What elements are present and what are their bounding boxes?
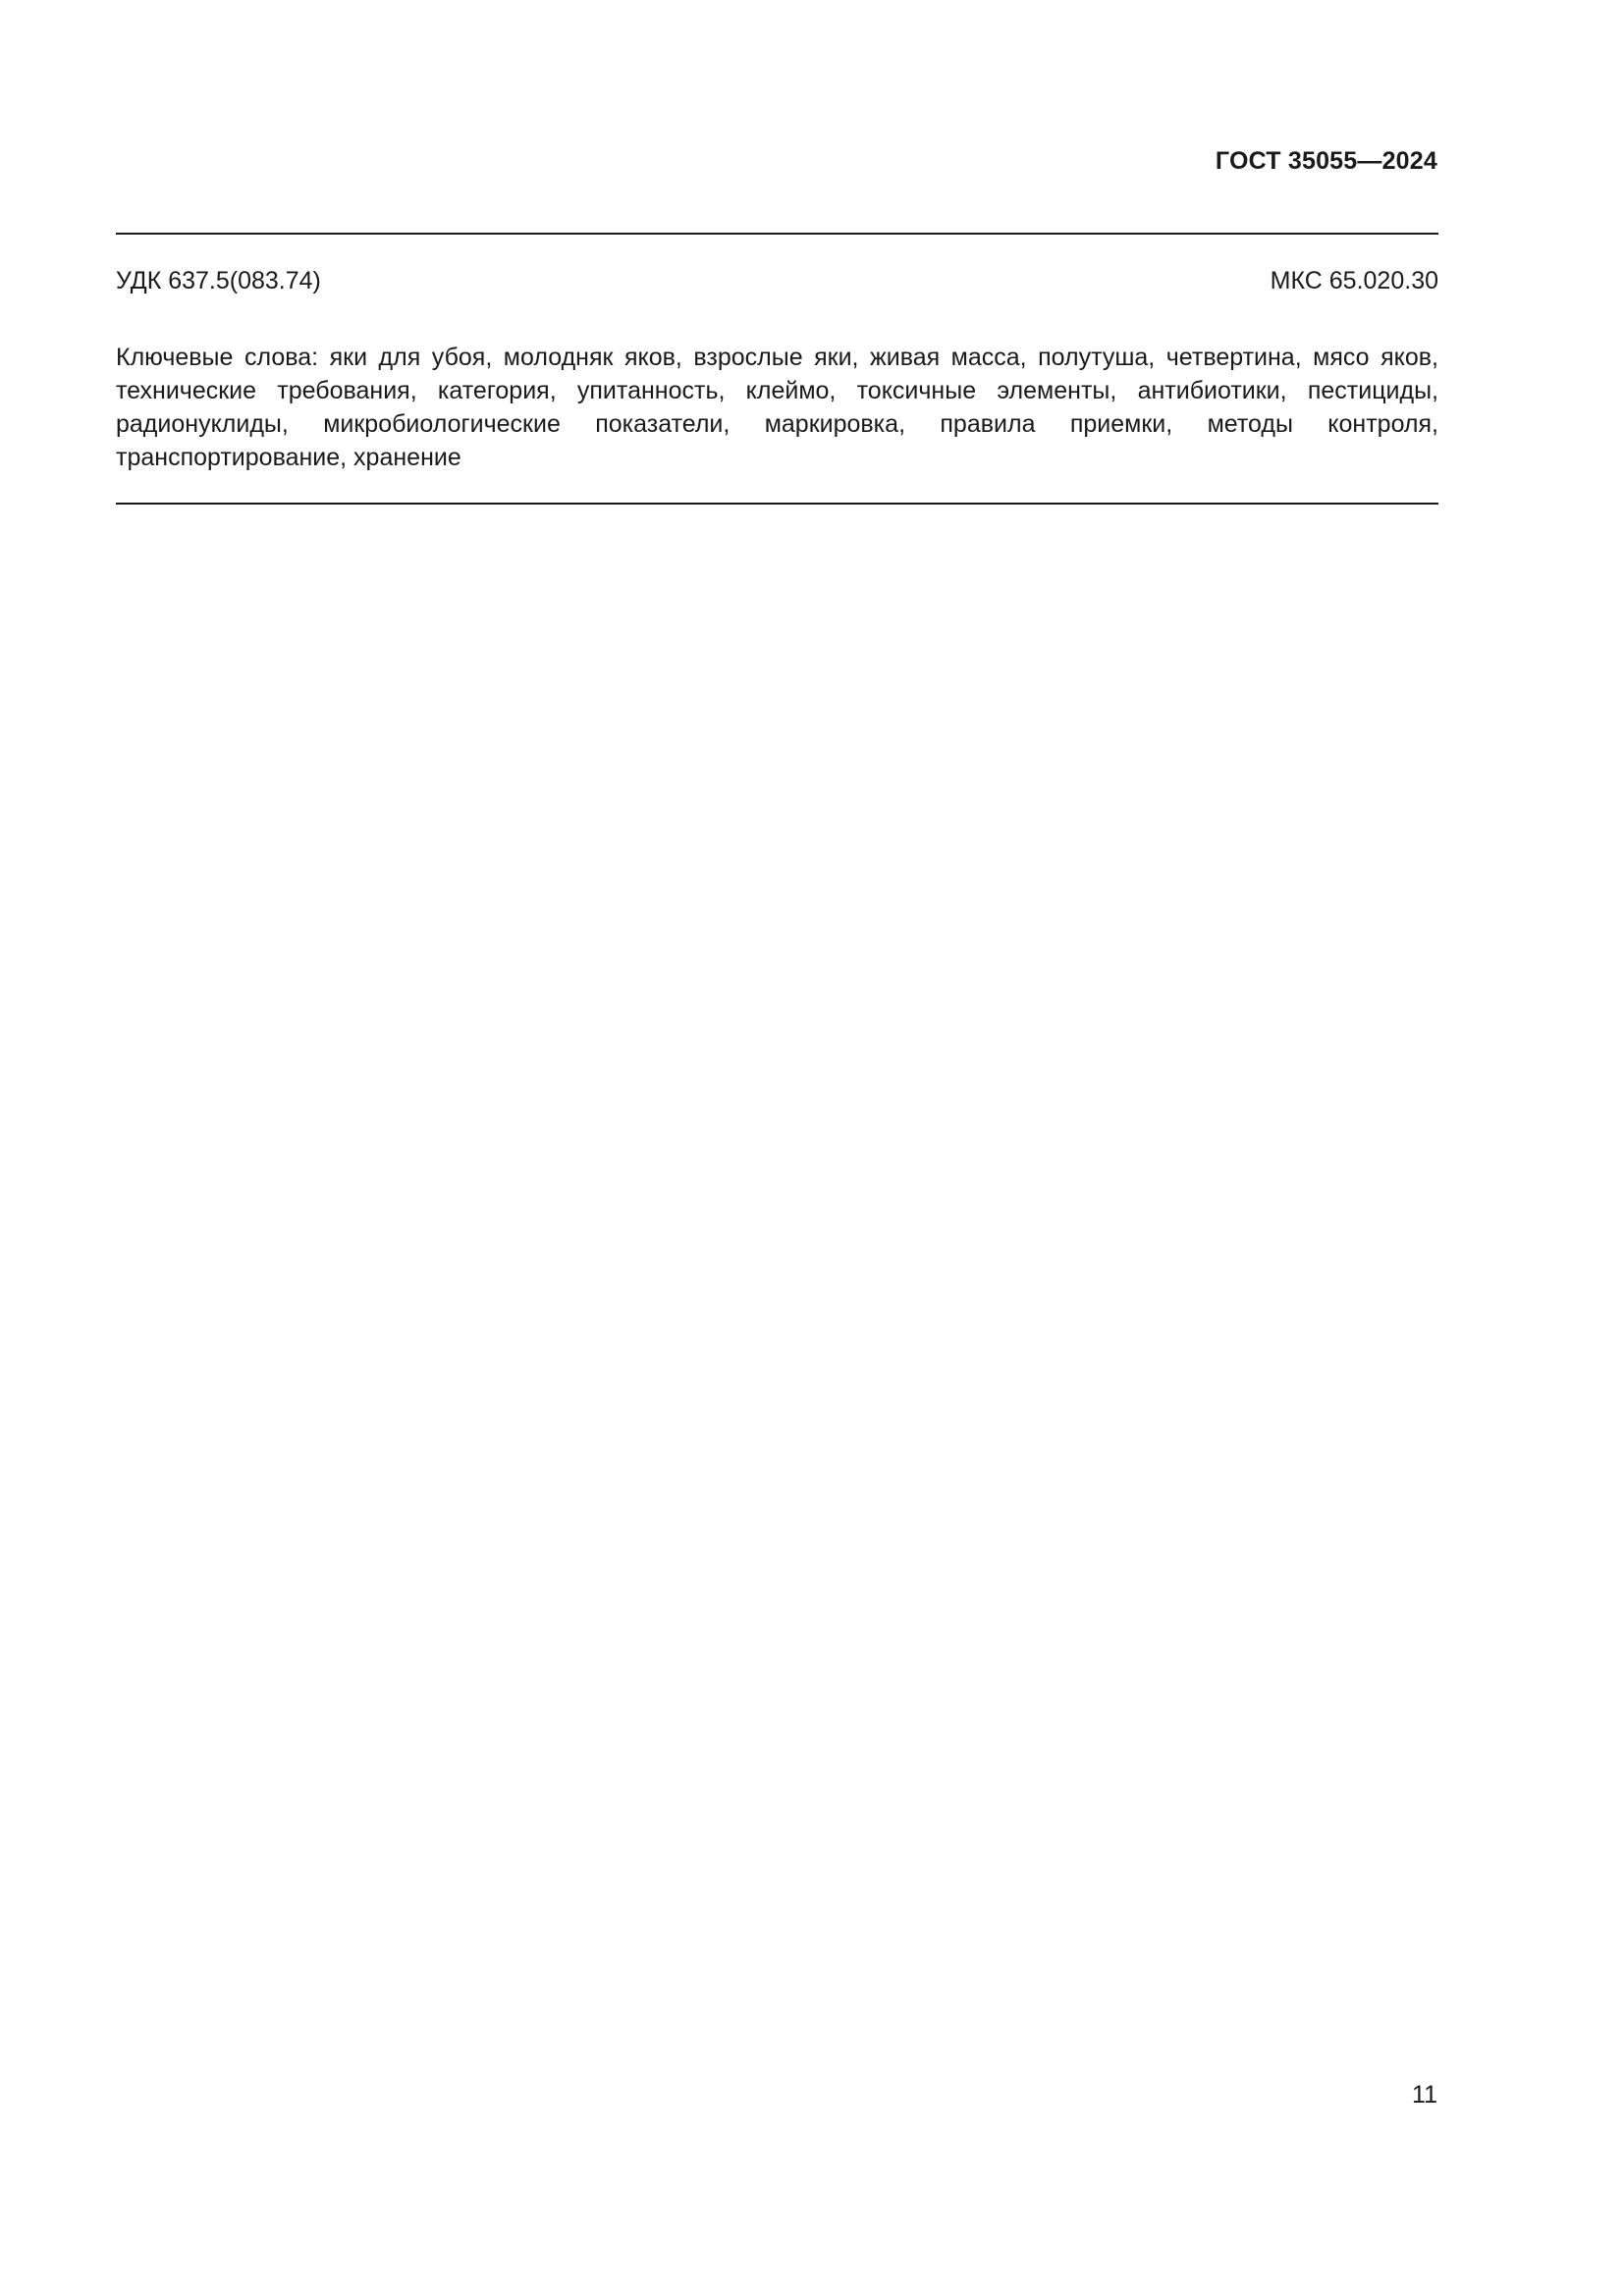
- udc-code: УДК 637.5(083.74): [116, 267, 321, 294]
- standard-code-header: ГОСТ 35055—2024: [1215, 147, 1437, 175]
- ics-code: МКС 65.020.30: [1270, 267, 1438, 294]
- page-number: 11: [1412, 2081, 1437, 2109]
- keywords-paragraph: Ключевые слова: яки для убоя, молодняк яков, взрослые яки, живая масса, полутуша, четвертина, мясо яков, технические требования, категория, упитанность, клеймо, токсичные элементы, антибиотики, пестициды, радионуклиды, микробиологические показатели, маркировка, правила приемки, методы контроля, транспортирование, хранение: [116, 344, 1438, 471]
- top-divider: [116, 233, 1438, 235]
- bottom-divider: [116, 503, 1438, 505]
- classification-row: [116, 267, 1438, 295]
